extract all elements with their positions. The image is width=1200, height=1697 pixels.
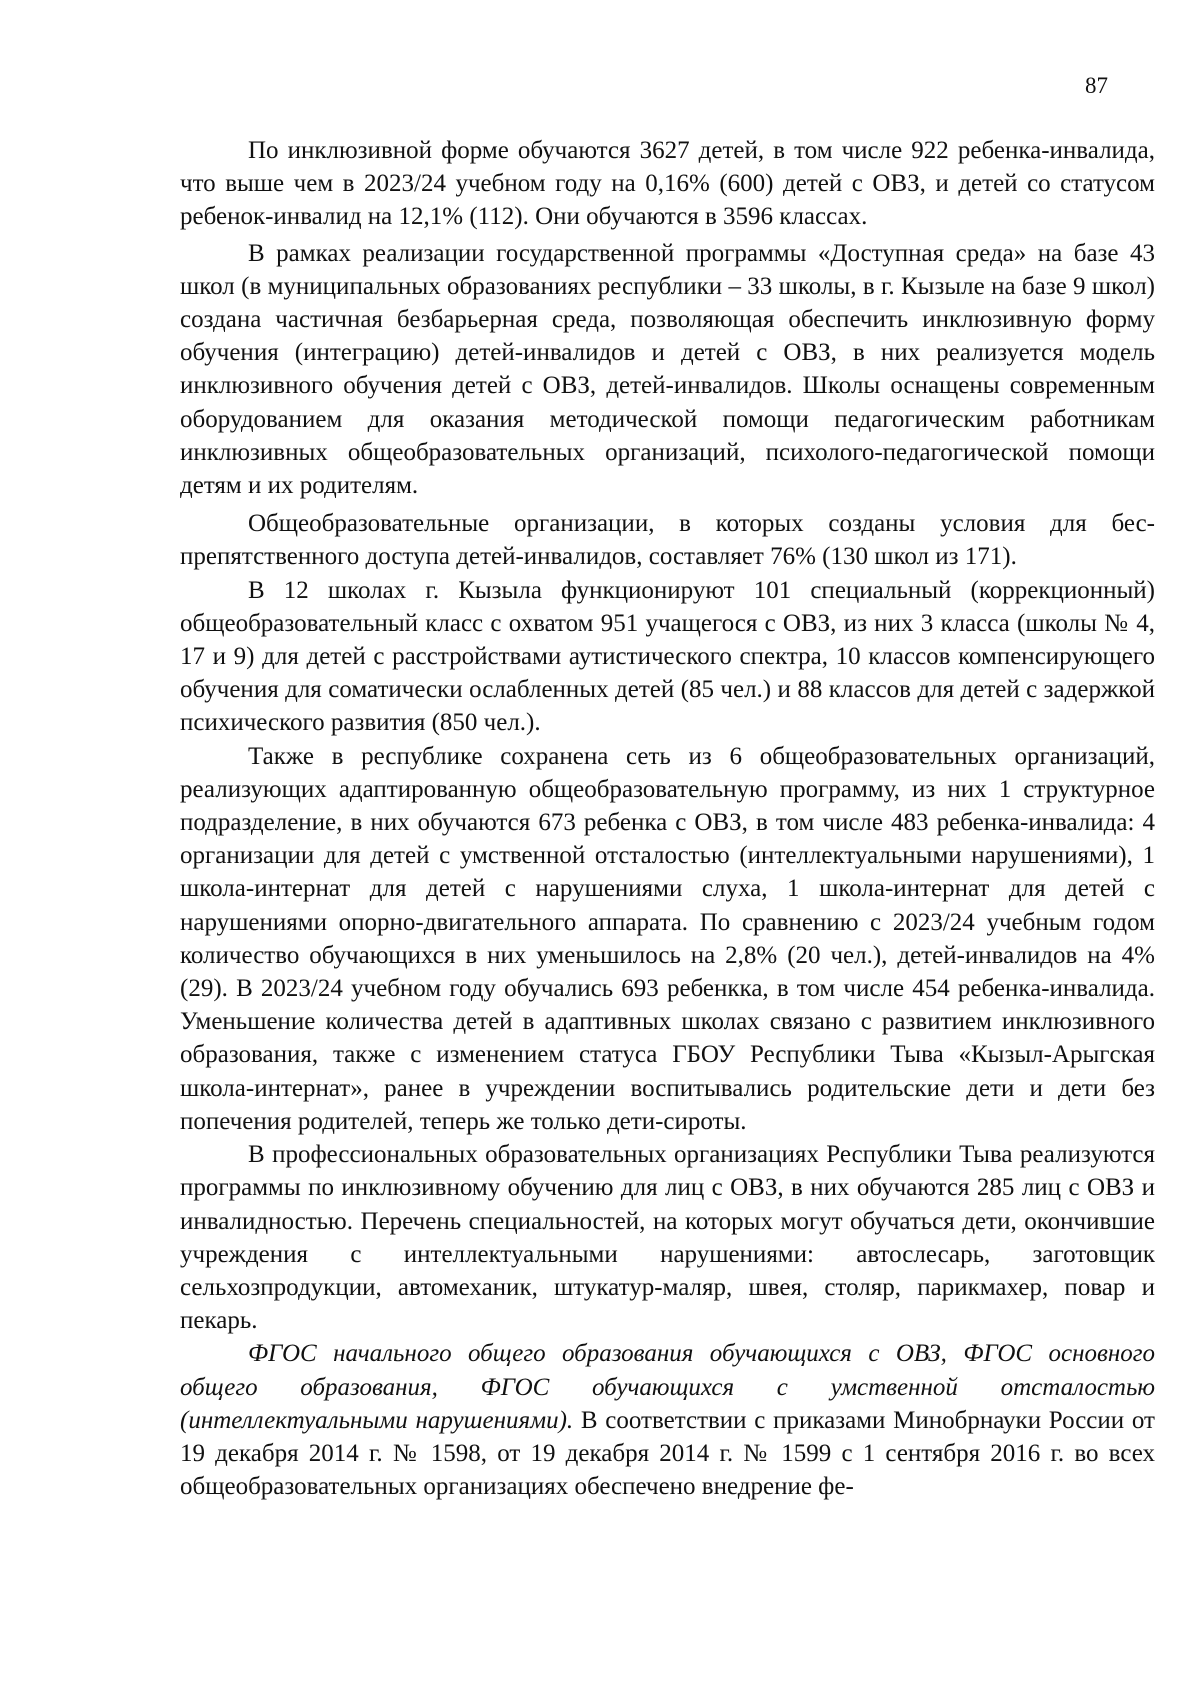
paragraph-accessible-schools-share: Общеобразовательные организации, в которых созданы условия для беспрепятственного доступа детей-инвалидов, составляет 76% (130 школ из 171).: [180, 510, 1155, 571]
paragraph-fgos-implementation: [180, 1337, 1155, 1503]
paragraph-inclusive-education-stats: По инклюзивной форме обучаются 3627 детей, в том числе 922 ребенка-инвалида, что выше чем в 2023/24 учебном году на 0,16% (600) детей с ОВЗ, и детей со статусом ребенок-инвалид на 12,1% (112). Они обучаются в 3596 классах.: [180, 137, 1155, 231]
paragraph-professional-organizations: В профессиональных образовательных организациях Республики Тыва реализуются программы по инклюзивному обучению для лиц с ОВЗ, в них обучаются 285 лиц с ОВЗ и инвалидностью. Перечень специальностей, на которых могут обучаться дети, окончившие учреждения с интеллектуальными нарушениями: автослесарь, заготовщик сельхозпродукции, автомеханик, штукатур-маляр, швея, столяр, парикмахер, повар и пекарь.: [180, 1141, 1155, 1335]
page-number: 87: [1085, 73, 1108, 98]
document-body: [180, 134, 1155, 1503]
paragraph-accessible-environment-program: В рамках реализации государственной программы «Доступная среда» на базе 43 школ (в муниципальных образованиях республики – 33 школы, в г. Кызыле на базе 9 школ) создана частичная безбарьерная среда, позволяющая обеспечить инклюзивную форму обучения (интеграцию) детей-инвалидов и детей с ОВЗ, в них реализуется модель инклюзивного обучения детей с ОВЗ, детей-инвалидов. Школы оснащены современным оборудованием для оказания методической помощи педагогическим работникам инклюзивных общеобразовательных организаций, психолого-педагогической помощи детям и их родителям.: [180, 239, 1155, 500]
fgos-italic-heading: ФГОС начального общего образования обучающихся с ОВЗ, ФГОС основного общего образования, ФГОС обучающихся с умственной отсталостью (интеллектуальными нарушениями).: [180, 1340, 1155, 1434]
paragraph-adapted-schools-network: Также в республике сохранена сеть из 6 общеобразовательных организаций, реализующих адаптированную общеобразовательную программу, из них 1 структурное подразделение, в них обучаются 673 ребенка с ОВЗ, в том числе 483 ребенка-инвалида: 4 организации для детей с умственной отсталостью (интеллектуальными нарушениями), 1 школа-интернат для детей с нарушениями слуха, 1 школа-интернат для детей с нарушениями опорно-двигательного аппарата. По сравнению с 2023/24 учебным годом количество обучающихся в них уменьшилось на 2,8% (20 чел.), детей-инвалидов на 4% (29). В 2023/24 учебном году обучались 693 ребенкка, в том числе 454 ребенка-инвалида. Уменьшение количества детей в адаптивных школах связано с развитием инклюзивного образования, также с изменением статуса ГБОУ Республики Тыва «Кызыл-Арыгская школа-интернат», ранее в учреждении воспитывались родительские дети и дети без попечения родителей, теперь же только дети-сироты.: [180, 742, 1155, 1135]
fgos-body-text: В соответствии с приказами Минобрнауки России от 19 декабря 2014 г. № 1598, от 19 декабря 2014 г. № 1599 с 1 сентября 2016 г. во всех общеобразовательных организациях обеспечено внедрение фе-: [180, 1406, 1155, 1501]
paragraph-kyzyl-special-classes: В 12 школах г. Кызыла функционируют 101 специальный (коррекционный) общеобразовательный класс с охватом 951 учащегося с ОВЗ, из них 3 класса (школы № 4, 17 и 9) для детей с расстройствами аутистического спектра, 10 классов компенсирующего обучения для соматически ослабленных детей (85 чел.) и 88 классов для детей с задержкой психического развития (850 чел.).: [180, 576, 1155, 737]
